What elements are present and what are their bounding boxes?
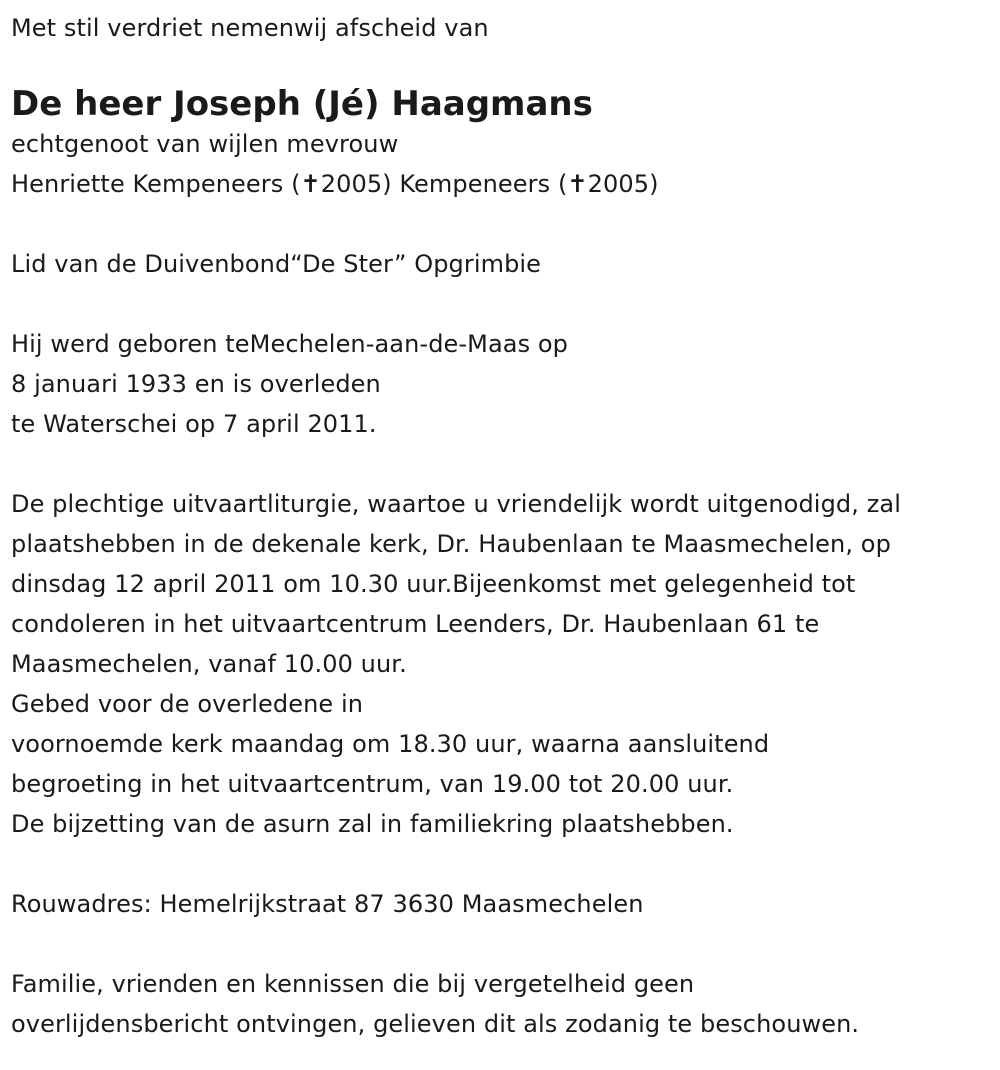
spacer: [11, 204, 1000, 244]
spacer: [11, 444, 1000, 484]
membership-text: Lid van de Duivenbond“De Ster” Opgrimbie: [11, 250, 542, 278]
birth-line-3: te Waterschei op 7 april 2011.: [11, 410, 377, 438]
ceremony-line: condoleren in het uitvaartcentrum Leenders, Dr. Haubenlaan 61 te: [11, 610, 820, 638]
intro-text: Met stil verdriet nemenwij afscheid van: [11, 14, 489, 42]
ceremony-line: dinsdag 12 april 2011 om 10.30 uur.Bijeenkomst met gelegenheid tot: [11, 570, 856, 598]
spacer: [11, 844, 1000, 884]
birth-line-1: Hij werd geboren teMechelen-aan-de-Maas op: [11, 330, 569, 358]
notice-line-2: overlijdensbericht ontvingen, gelieven dit als zodanig te beschouwen.: [11, 1010, 860, 1038]
spacer: [11, 48, 1000, 81]
ceremony-line: De plechtige uitvaartliturgie, waartoe u vriendelijk wordt uitgenodigd, zal: [11, 490, 901, 518]
ceremony-line: De bijzetting van de asurn zal in familiekring plaatshebben.: [11, 810, 734, 838]
notice-line-1: Familie, vrienden en kennissen die bij vergetelheid geen: [11, 970, 695, 998]
birth-line-2: 8 januari 1933 en is overleden: [11, 370, 381, 398]
ceremony-line: Gebed voor de overledene in: [11, 690, 364, 718]
deceased-name: De heer Joseph (Jé) Haagmans: [11, 84, 593, 124]
spacer: [11, 284, 1000, 324]
mourning-address: Rouwadres: Hemelrijkstraat 87 3630 Maasmechelen: [11, 890, 644, 918]
ceremony-line: begroeting in het uitvaartcentrum, van 19.00 tot 20.00 uur.: [11, 770, 734, 798]
ceremony-line: voornoemde kerk maandag om 18.30 uur, waarna aansluitend: [11, 730, 770, 758]
ceremony-line: plaatshebben in de dekenale kerk, Dr. Haubenlaan te Maasmechelen, op: [11, 530, 891, 558]
spouse-line-1: echtgenoot van wijlen mevrouw: [11, 130, 399, 158]
ceremony-line: Maasmechelen, vanaf 10.00 uur.: [11, 650, 407, 678]
spouse-line-2: Henriette Kempeneers (✝2005) Kempeneers (✝2005): [11, 170, 659, 198]
spacer: [11, 924, 1000, 964]
